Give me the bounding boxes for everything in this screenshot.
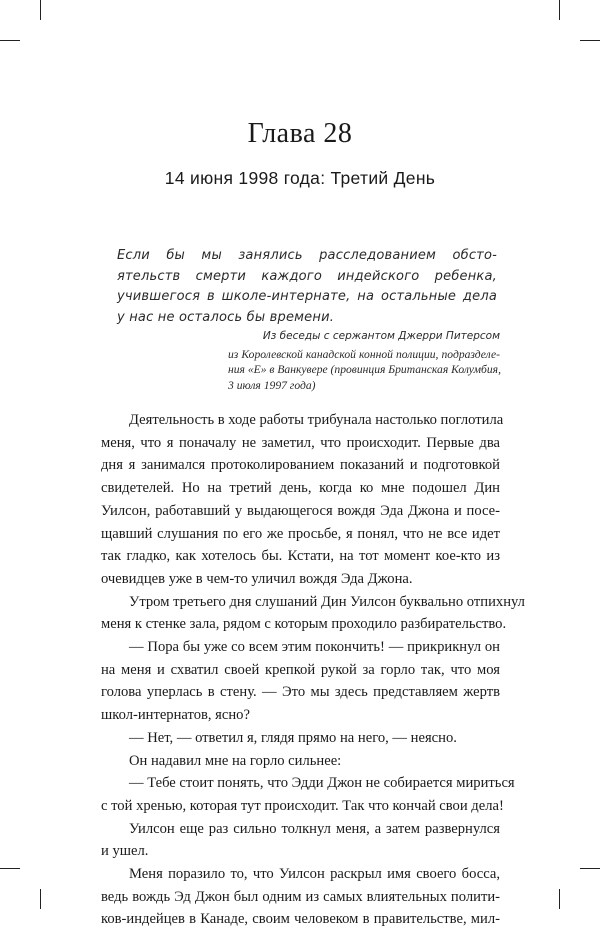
body-line: щавший слушания по его же просьбе, я понял, что не все идет [101, 525, 500, 542]
body-line: так гладко, как хотелось бы. Кстати, на тот момент кое-кто из [101, 548, 500, 565]
epigraph-line: Если бы мы занялись расследованием обсто- [117, 248, 497, 263]
body-line: Он надавил мне на горло сильнее: [129, 752, 342, 769]
epigraph-source-line: 3 июля 1997 года) [228, 378, 316, 392]
crop-mark-top-right-v [559, 0, 560, 20]
body-line: Деятельность в ходе работы трибунала настолько поглотила [129, 412, 504, 428]
crop-mark-top-left-v [40, 0, 41, 20]
crop-mark-bottom-left-h [0, 868, 20, 869]
epigraph-source-line: ния «Е» в Ванкувере (провинция Британская Колумбия, [228, 363, 501, 377]
crop-mark-top-right-h [580, 40, 600, 41]
epigraph [117, 246, 497, 328]
body-line: Утром третьего дня слушаний Дин Уилсон буквально отпихнул [129, 593, 525, 610]
body-line: дня я занимался протоколированием показаний и подготовкой [101, 457, 500, 474]
body-line: и ушел. [101, 843, 149, 860]
body-line: меня, что я поначалу не заметил, что происходит. Первые два [101, 434, 500, 451]
crop-mark-bottom-right-v [559, 889, 560, 909]
body-line: Уилсон еще раз сильно толкнул меня, а затем развернулся [129, 820, 500, 837]
body-line: свидетелей. Но на третий день, когда ко мне подошел Дин [101, 480, 500, 497]
body-line: голова уперлась в стену. — Это мы здесь представляем жертв [101, 684, 500, 701]
body-line: меня к стенке зала, рядом с которым проходило разбирательство. [101, 616, 507, 633]
body-line: с той хренью, которая тут происходит. Так что кончай свои дела! [101, 797, 504, 814]
crop-mark-top-left-h [0, 40, 20, 41]
epigraph-source [228, 347, 500, 393]
chapter-title: Глава 28 [247, 118, 353, 149]
body-line: на меня и схватил своей крепкой рукой за горло так, что моя [101, 661, 500, 678]
epigraph-line: ятельств смерти каждого индейского ребенка, [117, 268, 497, 284]
crop-mark-bottom-right-h [580, 868, 600, 869]
body-line: — Пора бы уже со всем этим покончить! — прикрикнул он [129, 639, 500, 656]
body-line: Меня поразило то, что Уилсон раскрыл имя своего босса, [129, 866, 500, 883]
epigraph-line: у нас не осталось бы времени. [117, 309, 335, 325]
body-line: очевидцев уже в чем-то уличил вождя Эда Джона. [101, 570, 413, 587]
epigraph-source-head: Из беседы с сержантом Джерри Питерсом [262, 330, 500, 342]
epigraph-source-line: из Королевской канадской конной полиции, подразделе- [228, 348, 500, 361]
body-line: — Нет, — ответил я, глядя прямо на него, — неясно. [129, 729, 457, 746]
body-line: ведь вождь Эд Джон был одним из самых влиятельных полити- [101, 888, 500, 905]
body-text [101, 409, 525, 931]
crop-mark-bottom-left-v [40, 889, 41, 909]
chapter-subtitle: 14 июня 1998 года: Третий День [164, 168, 436, 188]
epigraph-line: учившегося в школе-интернате, на остальные дела [117, 289, 497, 304]
body-line: Уилсон, работавший у выдающегося вождя Эда Джона и посе- [101, 502, 500, 519]
body-line: — Тебе стоит понять, что Эдди Джон не собирается мириться [129, 775, 515, 792]
body-line: школ-интернатов, ясно? [101, 707, 250, 724]
body-line: ков-индейцев в Канаде, своим человеком в правительстве, мил- [101, 911, 500, 928]
